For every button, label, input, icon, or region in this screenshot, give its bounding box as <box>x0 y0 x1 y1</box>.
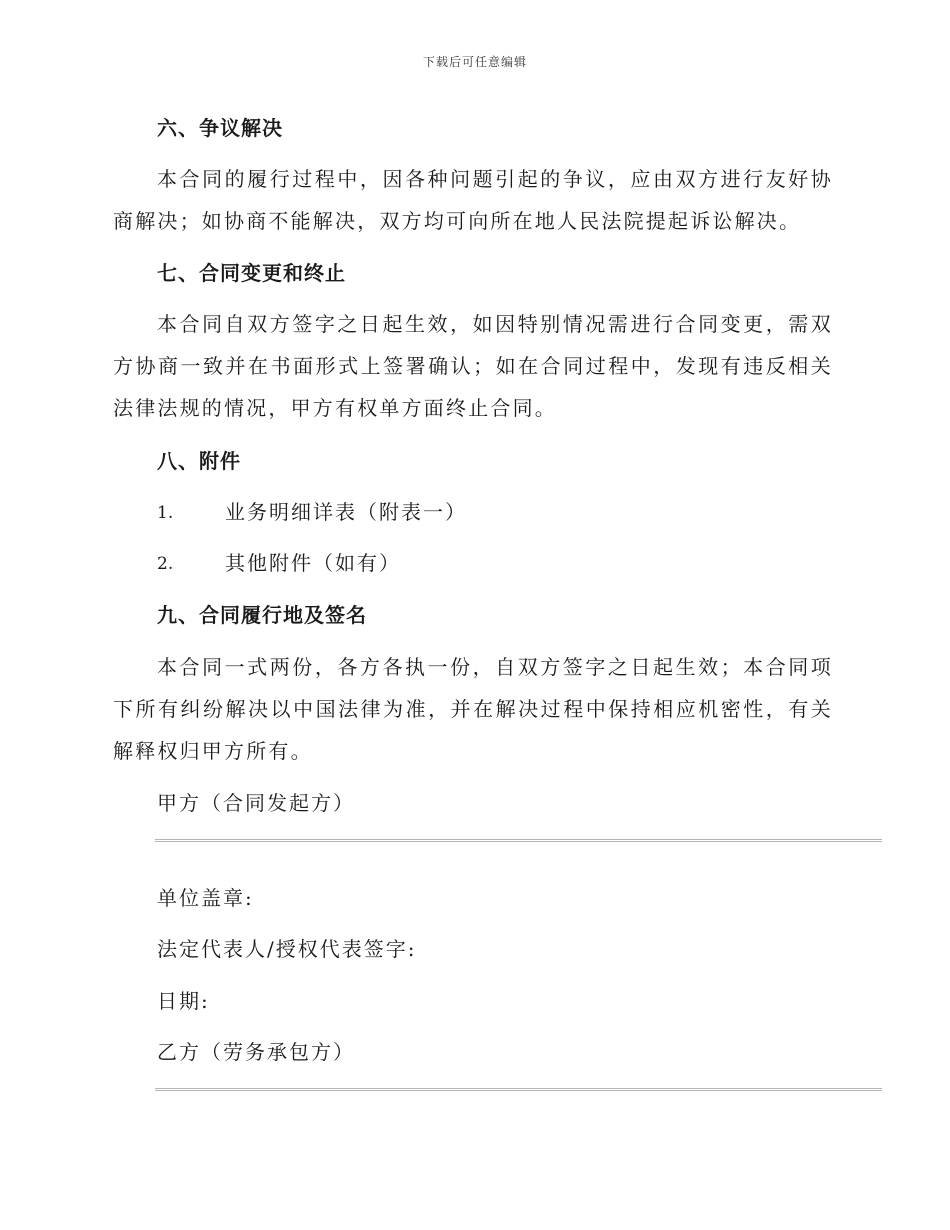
party-a-signature-line <box>155 839 882 842</box>
section-body-dispute: 本合同的履行过程中，因各种问题引起的争议，应由双方进行友好协商解决；如协商不能解决，双方均可向所在地人民法院提起诉讼解决。 <box>113 167 833 233</box>
section-heading-dispute: 六、争议解决 <box>157 116 283 140</box>
section-heading-signing: 九、合同履行地及签名 <box>157 603 367 627</box>
attachment-item-1: 业务明细详表（附表一） <box>225 500 467 524</box>
section-heading-attachments: 八、附件 <box>157 449 241 473</box>
header-note: 下载后可任意编辑 <box>422 55 527 69</box>
section-body-change: 本合同自双方签字之日起生效，如因特别情况需进行合同变更，需双方协商一致并在书面形式上签署确认；如在合同过程中，发现有违反相关法律法规的情况，甲方有权单方面终止合同。 <box>113 312 833 420</box>
attachment-item-2: 其他附件（如有） <box>225 551 401 575</box>
party-a-label: 甲方（合同发起方） <box>157 791 355 815</box>
section-heading-change: 七、合同变更和终止 <box>157 261 346 285</box>
party-a-representative-field: 法定代表人/授权代表签字: <box>157 937 417 961</box>
party-a-date-field: 日期: <box>157 989 210 1013</box>
attachment-number-1: 1. <box>157 503 174 523</box>
attachment-number-2: 2. <box>157 554 174 574</box>
party-b-signature-line <box>155 1088 882 1091</box>
section-body-signing: 本合同一式两份，各方各执一份，自双方签字之日起生效；本合同项下所有纠纷解决以中国法律为准，并在解决过程中保持相应机密性，有关解释权归甲方所有。 <box>113 655 833 763</box>
party-a-seal-field: 单位盖章: <box>157 886 254 910</box>
party-b-label: 乙方（劳务承包方） <box>157 1040 355 1064</box>
